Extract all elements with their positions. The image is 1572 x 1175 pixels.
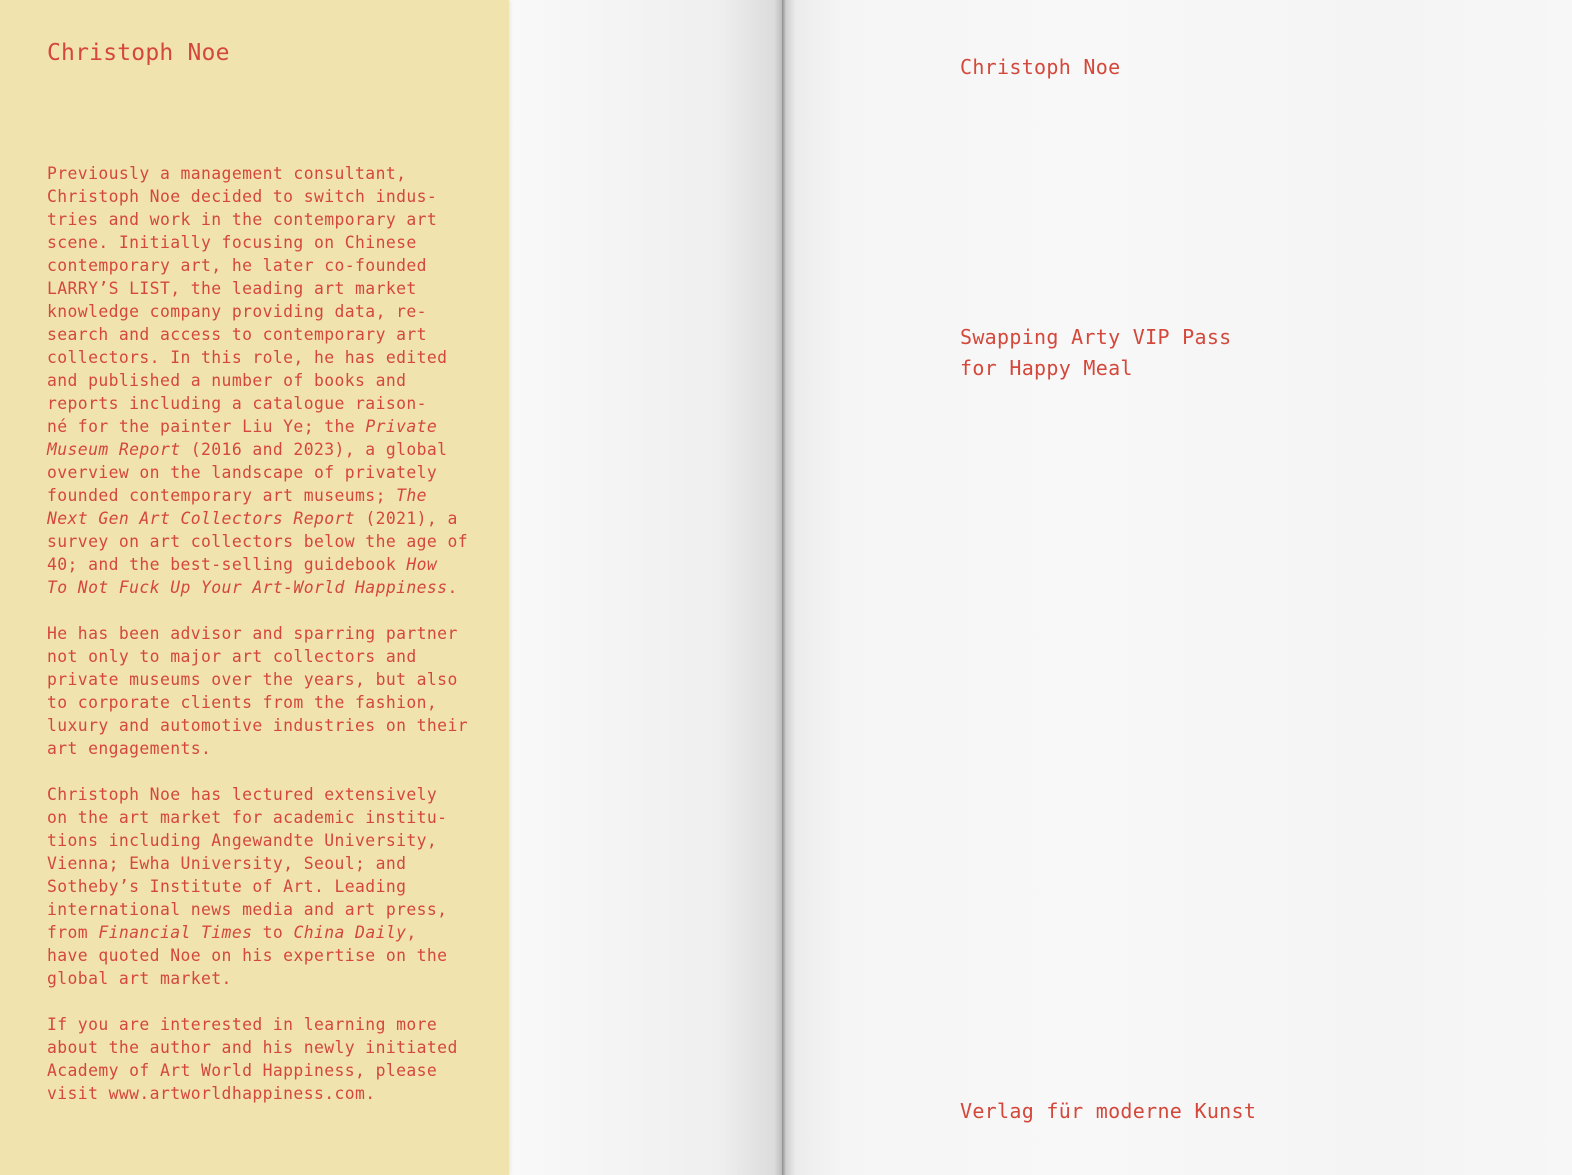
bio-line — [47, 277, 467, 300]
bio-text: Previously a management consultant, — [47, 164, 407, 183]
bio-paragraph — [47, 162, 467, 599]
bio-line — [47, 944, 467, 967]
bio-text: global art market. — [47, 969, 232, 988]
bio-line — [47, 162, 467, 185]
bio-text: tries and work in the contemporary art — [47, 210, 438, 229]
bio-italic-title: To Not Fuck Up Your Art-World Happiness — [47, 578, 448, 597]
bio-text: tions including Angewandte University, — [47, 831, 438, 850]
bio-paragraph — [47, 783, 467, 990]
bio-text: not only to major art collectors and — [47, 647, 417, 666]
bio-text: survey on art collectors below the age of — [47, 532, 468, 551]
book-title-line-2: for Happy Meal — [960, 356, 1133, 380]
bio-italic-title: The — [396, 486, 427, 505]
book-title-line-1: Swapping Arty VIP Pass — [960, 325, 1232, 349]
publisher-name: Verlag für moderne Kunst — [960, 1099, 1257, 1123]
bio-text: reports including a catalogue raison- — [47, 394, 427, 413]
bio-line — [47, 438, 467, 461]
bio-line — [47, 185, 467, 208]
bio-text: from — [47, 923, 99, 942]
bio-line — [47, 530, 467, 553]
bio-line — [47, 415, 467, 438]
bio-line — [47, 392, 467, 415]
bio-text: collectors. In this role, he has edited — [47, 348, 448, 367]
bio-line — [47, 231, 467, 254]
bio-text: (2021), a — [355, 509, 458, 528]
bio-text: contemporary art, he later co-founded — [47, 256, 427, 275]
bio-italic-title: Financial Times — [98, 923, 253, 942]
bio-line — [47, 691, 467, 714]
bio-text: né for the painter Liu Ye; the — [47, 417, 366, 436]
bio-text: art engagements. — [47, 739, 212, 758]
bio-line — [47, 668, 467, 691]
bio-line — [47, 461, 467, 484]
bio-line — [47, 737, 467, 760]
bio-line — [47, 323, 467, 346]
bio-line — [47, 1013, 467, 1036]
bio-text: Christoph Noe has lectured extensively — [47, 785, 438, 804]
bio-line — [47, 507, 467, 530]
bio-line — [47, 484, 467, 507]
bio-text: Vienna; Ewha University, Seoul; and — [47, 854, 407, 873]
bio-text: . — [447, 578, 458, 597]
bio-text: Academy of Art World Happiness, please — [47, 1061, 438, 1080]
bio-line — [47, 254, 467, 277]
bio-text: scene. Initially focusing on Chinese — [47, 233, 417, 252]
bio-line — [47, 806, 467, 829]
bio-line — [47, 553, 467, 576]
bio-line — [47, 645, 467, 668]
bio-text: and published a number of books and — [47, 371, 407, 390]
bio-text: 40; and the best-selling guidebook — [47, 555, 407, 574]
author-biography — [47, 162, 467, 1128]
bio-line — [47, 783, 467, 806]
bio-text: private museums over the years, but also — [47, 670, 458, 689]
bio-italic-title: China Daily — [293, 923, 407, 942]
bio-line — [47, 300, 467, 323]
bio-text: to — [252, 923, 294, 942]
bio-text: knowledge company providing data, re- — [47, 302, 427, 321]
bio-line — [47, 875, 467, 898]
bio-italic-title: Museum Report — [47, 440, 181, 459]
bio-text: to corporate clients from the fashion, — [47, 693, 438, 712]
bio-paragraph — [47, 622, 467, 760]
title-page — [782, 0, 1572, 1175]
bio-italic-title: Private — [365, 417, 438, 436]
title-page-author: Christoph Noe — [960, 55, 1121, 79]
bio-text: If you are interested in learning more — [47, 1015, 438, 1034]
flap-author-name: Christoph Noe — [47, 40, 230, 66]
bio-text: on the art market for academic institu- — [47, 808, 448, 827]
bio-text: luxury and automotive industries on their — [47, 716, 468, 735]
bio-text: He has been advisor and sparring partner — [47, 624, 458, 643]
bio-line — [47, 576, 467, 599]
book-title — [960, 322, 1232, 384]
bio-line — [47, 1036, 467, 1059]
bio-text: (2016 and 2023), a global — [180, 440, 448, 459]
bio-paragraph — [47, 1013, 467, 1105]
bio-line — [47, 898, 467, 921]
bio-line — [47, 1082, 467, 1105]
bio-line — [47, 208, 467, 231]
bio-text: about the author and his newly initiated — [47, 1038, 458, 1057]
bio-text: Sotheby’s Institute of Art. Leading — [47, 877, 407, 896]
bio-text: have quoted Noe on his expertise on the — [47, 946, 448, 965]
bio-text: Christoph Noe decided to switch indus- — [47, 187, 438, 206]
bio-line — [47, 714, 467, 737]
bio-line — [47, 921, 467, 944]
bio-text: LARRY’S LIST, the leading art market — [47, 279, 417, 298]
bio-line — [47, 967, 467, 990]
bio-line — [47, 829, 467, 852]
bio-italic-title: Next Gen Art Collectors Report — [47, 509, 356, 528]
bio-line — [47, 1059, 467, 1082]
bio-line — [47, 852, 467, 875]
bio-text: international news media and art press, — [47, 900, 448, 919]
author-flap — [0, 0, 509, 1175]
bio-text: search and access to contemporary art — [47, 325, 427, 344]
bio-line — [47, 346, 467, 369]
bio-line — [47, 622, 467, 645]
bio-text: founded contemporary art museums; — [47, 486, 397, 505]
bio-text: overview on the landscape of privately — [47, 463, 438, 482]
bio-italic-title: How — [406, 555, 438, 574]
bio-line — [47, 369, 467, 392]
bio-text: visit www.artworldhappiness.com. — [47, 1084, 376, 1103]
bio-text: , — [406, 923, 417, 942]
